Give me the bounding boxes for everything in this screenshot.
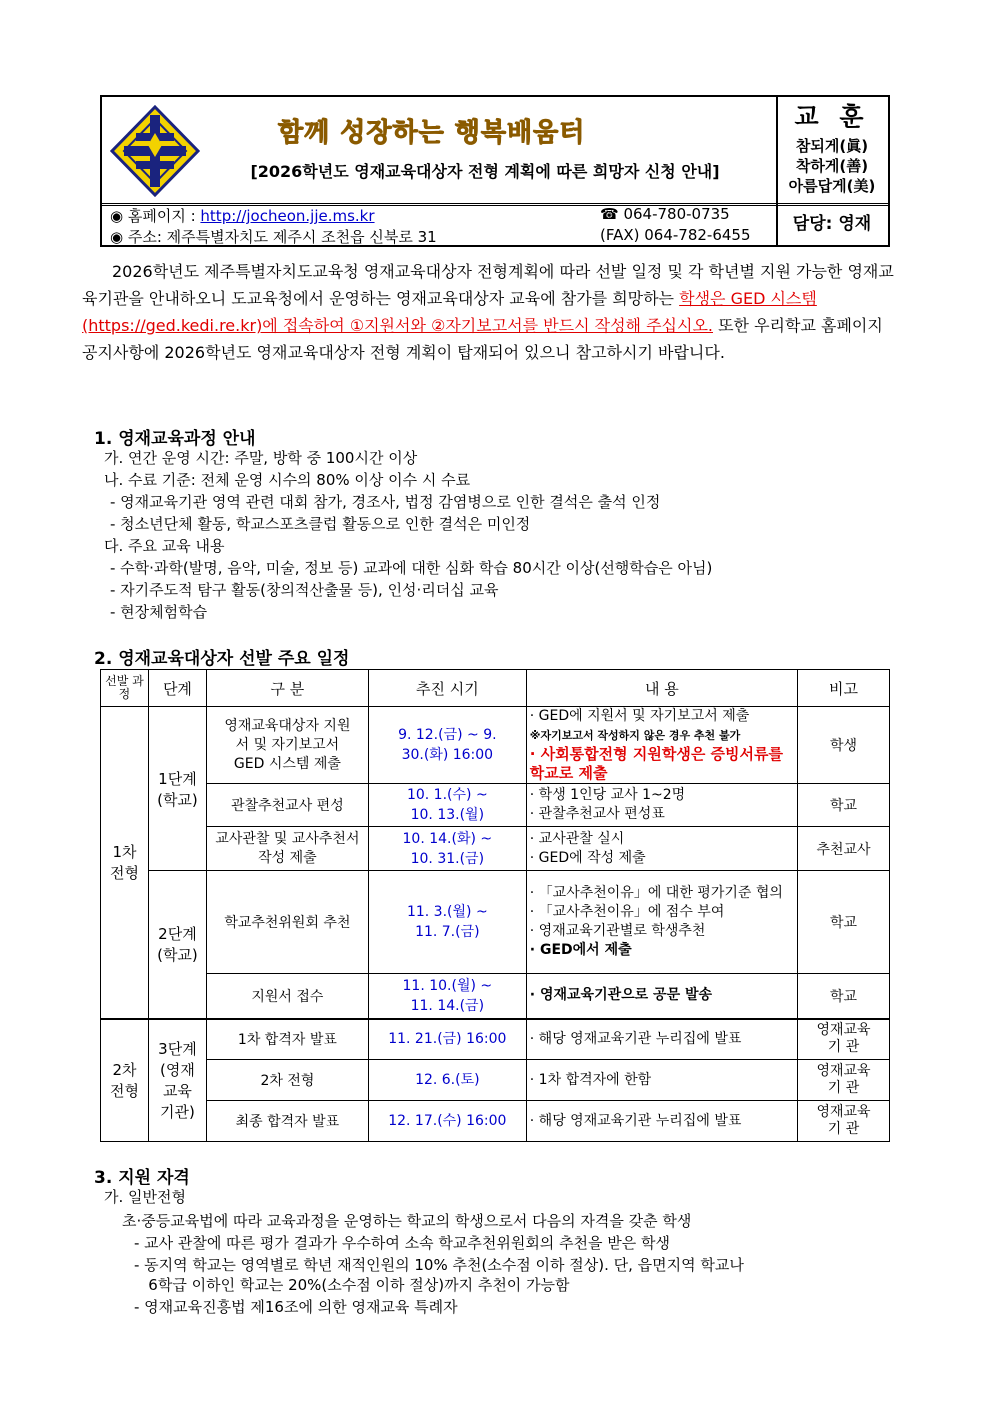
remark-cell: 영재교육 기 관: [798, 1101, 890, 1142]
table-row: [101, 707, 890, 784]
school-emblem-icon: [110, 105, 200, 197]
division-cell: 최종 합격자 발표: [206, 1101, 368, 1142]
section1-item: - 영재교육기관 영역 관련 대회 참가, 경조사, 법정 감염병으로 인한 결석은 출석 인정: [110, 493, 661, 511]
section3-item: - 영재교육진흥법 제16조에 의한 영재교육 특례자: [134, 1298, 458, 1316]
date-cell: 9. 12.(금) ~ 9. 30.(화) 16:00: [368, 707, 526, 784]
section3-title: 3. 지원 자격: [94, 1168, 190, 1188]
section1-item: - 수학·과학(발명, 음악, 미술, 정보 등) 교과에 대한 심화 학습 80시간 이상(선행학습은 아님): [110, 559, 713, 577]
table-row: [101, 784, 890, 827]
content-cell: · 해당 영재교육기관 누리집에 발표: [526, 1101, 797, 1142]
step-cell: 3단계 (영재 교육 기관): [148, 1019, 206, 1142]
section2-title: 2. 영재교육대상자 선발 주요 일정: [94, 649, 350, 669]
section1-item: 가. 연간 운영 시간: 주말, 방학 중 100시간 이상: [104, 449, 418, 467]
date-cell: 10. 1.(수) ~ 10. 13.(월): [368, 784, 526, 827]
motto-line: 아름답게(美): [788, 177, 876, 195]
address: ◉ 주소: 제주특별자치도 제주시 조천읍 신북로 31: [110, 228, 437, 246]
table-row: [101, 1060, 890, 1101]
section1-item: - 현장체험학습: [110, 603, 208, 621]
section1-item: - 청소년단체 활동, 학교스포츠클럽 활동으로 인한 결석은 미인정: [110, 515, 531, 533]
content-cell: · 「교사추천이유」에 대한 평가기준 협의 · 「교사추천이유」에 점수 부여 · 영재교육기관별로 학생추천 · GED에서 제출: [526, 871, 797, 974]
table-header-row: [101, 670, 890, 707]
notice-title: [2026학년도 영재교육대상자 전형 계획에 따른 희망자 신청 안내]: [250, 162, 720, 181]
staff-in-charge: 담당: 영재: [792, 214, 872, 234]
column-header: 내 용: [526, 670, 797, 707]
step-cell: 1단계 (학교): [148, 707, 206, 871]
table-row: [101, 974, 890, 1019]
remark-cell: 영재교육 기 관: [798, 1019, 890, 1060]
content-cell: · 학생 1인당 교사 1~2명 · 관찰추천교사 편성표: [526, 784, 797, 827]
course-cell: 2차 전형: [101, 1019, 149, 1142]
content-cell: · 교사관찰 실시 · GED에 작성 제출: [526, 827, 797, 871]
motto-line: 착하게(善): [795, 157, 869, 175]
date-cell: 12. 6.(토): [368, 1060, 526, 1101]
date-cell: 11. 3.(월) ~ 11. 7.(금): [368, 871, 526, 974]
date-cell: 11. 21.(금) 16:00: [368, 1019, 526, 1060]
section1-title: 1. 영재교육과정 안내: [94, 429, 256, 449]
content-cell: · GED에 지원서 및 자기보고서 제출 ※자기보고서 작성하지 않은 경우 추천 불가 · 사회통합전형 지원학생은 증빙서류를 학교로 제출: [526, 707, 797, 784]
intro-paragraph: 2026학년도 제주특별자치도교육청 영재교육대상자 전형계획에 따라 선발 일정 및 각 학년별 지원 가능한 영재교육기관을 안내하오니 도교육청에서 운영하는 영재교육대상자 교육에 참가를 희망하는 학생은 GED 시스템(https://ged.kedi.re.kr)에 접속하여 ①지원서와 ②자기보고서를 반드시 작성해 주십시오. 또한 우리학교 홈페이지 공지사항에 2026학년도 영재교육대상자 전형 계획이 탑재되어 있으니 참고하시기 바랍니다.: [82, 262, 894, 362]
table-row: [101, 871, 890, 974]
motto-line: 참되게(眞): [795, 137, 869, 155]
division-cell: 2차 전형: [206, 1060, 368, 1101]
column-header: 선발 과정: [101, 670, 149, 707]
homepage-link[interactable]: http://jocheon.jje.ms.kr: [200, 207, 375, 225]
section3-item: - 동지역 학교는 영역별로 학년 재적인원의 10% 추천(소수점 이하 절상). 단, 읍면지역 학교나: [134, 1256, 744, 1274]
remark-cell: 영재교육 기 관: [798, 1060, 890, 1101]
step-cell: 2단계 (학교): [148, 871, 206, 1019]
table-row: [101, 1101, 890, 1142]
remark-cell: 학교: [798, 871, 890, 974]
schedule-table: [100, 669, 890, 1142]
date-cell: 12. 17.(수) 16:00: [368, 1101, 526, 1142]
division-cell: 학교추천위원회 추천: [206, 871, 368, 974]
course-cell: 1차 전형: [101, 707, 149, 1019]
content-cell: · 영재교육기관으로 공문 발송: [526, 974, 797, 1019]
homepage-label: ◉ 홈페이지 :: [110, 207, 201, 225]
content-cell: · 1차 합격자에 한함: [526, 1060, 797, 1101]
fax: (FAX) 064-782-6455: [600, 226, 751, 244]
remark-cell: 학교: [798, 784, 890, 827]
phone: ☎ 064-780-0735: [600, 205, 730, 223]
division-cell: 관찰추천교사 편성: [206, 784, 368, 827]
column-header: 비고: [798, 670, 890, 707]
homepage-row: [110, 205, 375, 226]
column-header: 구 분: [206, 670, 368, 707]
motto-title: 교 훈: [794, 102, 870, 131]
column-header: 추진 시기: [368, 670, 526, 707]
section1-item: 다. 주요 교육 내용: [104, 537, 225, 555]
section3-item: 가. 일반전형: [104, 1188, 186, 1206]
section3-item: - 교사 관찰에 따른 평가 결과가 우수하여 소속 학교추천위원회의 추천을 받은 학생: [134, 1234, 671, 1252]
remark-cell: 추천교사: [798, 827, 890, 871]
date-cell: 11. 10.(월) ~ 11. 14.(금): [368, 974, 526, 1019]
division-cell: 교사관찰 및 교사추천서 작성 제출: [206, 827, 368, 871]
date-cell: 10. 14.(화) ~ 10. 31.(금): [368, 827, 526, 871]
intro-highlight: 학생은 GED 시스템(https://ged.kedi.re.kr)에 접속하여 ①지원서와 ②자기보고서를 반드시 작성해 주십시오.: [82, 289, 817, 335]
remark-cell: 학교: [798, 974, 890, 1019]
section1-item: 나. 수료 기준: 전체 운영 시수의 80% 이상 이수 시 수료: [104, 471, 471, 489]
remark-cell: 학생: [798, 707, 890, 784]
section3-item: 초·중등교육법에 따라 교육과정을 운영하는 학교의 학생으로서 다음의 자격을 갖춘 학생: [122, 1212, 692, 1230]
table-row: [101, 1019, 890, 1060]
table-row: [101, 827, 890, 871]
content-cell: · 해당 영재교육기관 누리집에 발표: [526, 1019, 797, 1060]
section3-item: 6학급 이하인 학교는 20%(소수점 이하 절상)까지 추천이 가능함: [134, 1276, 570, 1294]
school-slogan: 함께 성장하는 행복배움터: [278, 118, 586, 148]
section1-item: - 자기주도적 탐구 활동(창의적산출물 등), 인성·리더십 교육: [110, 581, 499, 599]
column-header: 단계: [148, 670, 206, 707]
division-cell: 영재교육대상자 지원서 및 자기보고서 GED 시스템 제출: [206, 707, 368, 784]
division-cell: 지원서 접수: [206, 974, 368, 1019]
division-cell: 1차 합격자 발표: [206, 1019, 368, 1060]
